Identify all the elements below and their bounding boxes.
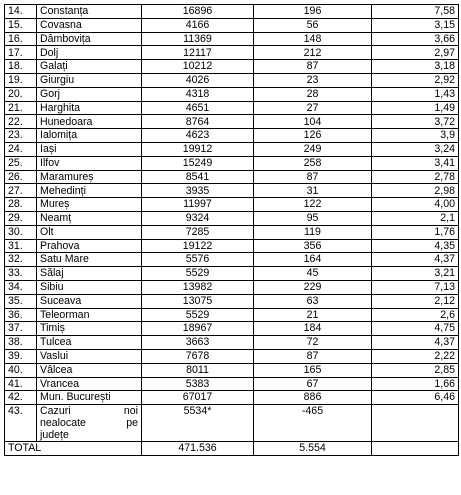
row-new-cases: 148 bbox=[254, 32, 372, 46]
row-cases: 5529 bbox=[142, 267, 254, 281]
table-row bbox=[5, 225, 459, 239]
row-new-cases: 258 bbox=[254, 156, 372, 170]
row-new-cases: 87 bbox=[254, 170, 372, 184]
row-county: Vâlcea bbox=[37, 363, 142, 377]
unallocated-word: județe bbox=[40, 429, 69, 442]
unallocated-word: noi bbox=[123, 405, 138, 418]
row-county: Giurgiu bbox=[37, 73, 142, 87]
row-number: 14. bbox=[5, 5, 37, 19]
table-row bbox=[5, 239, 459, 253]
row-cases: 8764 bbox=[142, 115, 254, 129]
row-county: Dâmbovița bbox=[37, 32, 142, 46]
row-number: 15. bbox=[5, 18, 37, 32]
table-row bbox=[5, 349, 459, 363]
row-county: Prahova bbox=[37, 239, 142, 253]
row-number: 36. bbox=[5, 308, 37, 322]
row-cases: 8541 bbox=[142, 170, 254, 184]
row-cases: 4026 bbox=[142, 73, 254, 87]
row-county bbox=[37, 405, 142, 442]
row-county: Constanța bbox=[37, 5, 142, 19]
table-row bbox=[5, 115, 459, 129]
row-cases: 16896 bbox=[142, 5, 254, 19]
table-row bbox=[5, 280, 459, 294]
row-number: 24. bbox=[5, 142, 37, 156]
row-number: 23. bbox=[5, 129, 37, 143]
row-county: Olt bbox=[37, 225, 142, 239]
row-county: Ialomița bbox=[37, 129, 142, 143]
row-number: 37. bbox=[5, 322, 37, 336]
row-new-cases: 87 bbox=[254, 60, 372, 74]
row-rate: 7,13 bbox=[372, 280, 459, 294]
row-number: 16. bbox=[5, 32, 37, 46]
table-row bbox=[5, 211, 459, 225]
row-rate: 2,85 bbox=[372, 363, 459, 377]
row-rate: 2,12 bbox=[372, 294, 459, 308]
table-row bbox=[5, 391, 459, 405]
row-number: 32. bbox=[5, 253, 37, 267]
row-county: Gorj bbox=[37, 87, 142, 101]
row-new-cases: 87 bbox=[254, 349, 372, 363]
row-number: 38. bbox=[5, 336, 37, 350]
row-county: Dolj bbox=[37, 46, 142, 60]
row-cases: 3663 bbox=[142, 336, 254, 350]
row-cases: 18967 bbox=[142, 322, 254, 336]
row-number: 29. bbox=[5, 211, 37, 225]
table-row bbox=[5, 142, 459, 156]
row-new-cases: 249 bbox=[254, 142, 372, 156]
table-row bbox=[5, 377, 459, 391]
table-row bbox=[5, 308, 459, 322]
row-county: Satu Mare bbox=[37, 253, 142, 267]
row-rate: 2,1 bbox=[372, 211, 459, 225]
row-rate: 1,66 bbox=[372, 377, 459, 391]
row-county: Suceava bbox=[37, 294, 142, 308]
row-cases: 5383 bbox=[142, 377, 254, 391]
table-row bbox=[5, 46, 459, 60]
row-number: 28. bbox=[5, 198, 37, 212]
row-rate: 4,00 bbox=[372, 198, 459, 212]
row-cases: 11369 bbox=[142, 32, 254, 46]
row-cases: 7285 bbox=[142, 225, 254, 239]
row-new-cases: 27 bbox=[254, 101, 372, 115]
total-rate bbox=[372, 442, 459, 456]
row-cases: 13075 bbox=[142, 294, 254, 308]
row-new-cases: 63 bbox=[254, 294, 372, 308]
row-cases: 4166 bbox=[142, 18, 254, 32]
row-new-cases: 21 bbox=[254, 308, 372, 322]
row-rate: 1,43 bbox=[372, 87, 459, 101]
row-county: Tulcea bbox=[37, 336, 142, 350]
row-number: 34. bbox=[5, 280, 37, 294]
row-cases: 7678 bbox=[142, 349, 254, 363]
table-row bbox=[5, 184, 459, 198]
row-number: 19. bbox=[5, 73, 37, 87]
row-county: Iași bbox=[37, 142, 142, 156]
row-cases: 5576 bbox=[142, 253, 254, 267]
table-row bbox=[5, 170, 459, 184]
table-row bbox=[5, 253, 459, 267]
row-cases: 19912 bbox=[142, 142, 254, 156]
row-number: 17. bbox=[5, 46, 37, 60]
row-rate: 2,98 bbox=[372, 184, 459, 198]
row-rate: 4,37 bbox=[372, 253, 459, 267]
row-rate: 3,72 bbox=[372, 115, 459, 129]
table-row-total bbox=[5, 442, 459, 456]
row-number: 18. bbox=[5, 60, 37, 74]
row-county: Neamț bbox=[37, 211, 142, 225]
row-new-cases: 67 bbox=[254, 377, 372, 391]
row-number: 41. bbox=[5, 377, 37, 391]
row-county: Teleorman bbox=[37, 308, 142, 322]
row-rate: 7,58 bbox=[372, 5, 459, 19]
unallocated-word: nealocate bbox=[40, 417, 86, 430]
row-rate: 1,76 bbox=[372, 225, 459, 239]
row-rate: 4,75 bbox=[372, 322, 459, 336]
row-new-cases: 184 bbox=[254, 322, 372, 336]
table-row bbox=[5, 267, 459, 281]
table-row bbox=[5, 87, 459, 101]
table-row bbox=[5, 5, 459, 19]
row-cases: 4651 bbox=[142, 101, 254, 115]
row-cases: 10212 bbox=[142, 60, 254, 74]
row-rate: 3,41 bbox=[372, 156, 459, 170]
row-county: Galați bbox=[37, 60, 142, 74]
row-cases: 11997 bbox=[142, 198, 254, 212]
row-rate: 2,97 bbox=[372, 46, 459, 60]
row-rate: 4,37 bbox=[372, 336, 459, 350]
total-label: TOTAL bbox=[5, 442, 142, 456]
row-rate: 3,66 bbox=[372, 32, 459, 46]
table-row bbox=[5, 60, 459, 74]
row-rate: 2,92 bbox=[372, 73, 459, 87]
table-row bbox=[5, 322, 459, 336]
row-new-cases: 56 bbox=[254, 18, 372, 32]
total-cases: 471.536 bbox=[142, 442, 254, 456]
row-number: 27. bbox=[5, 184, 37, 198]
table-body bbox=[5, 5, 459, 456]
row-number: 20. bbox=[5, 87, 37, 101]
row-new-cases: 31 bbox=[254, 184, 372, 198]
row-rate: 2,78 bbox=[372, 170, 459, 184]
row-number: 30. bbox=[5, 225, 37, 239]
table-row bbox=[5, 336, 459, 350]
table-row bbox=[5, 363, 459, 377]
row-rate: 3,24 bbox=[372, 142, 459, 156]
row-new-cases: 886 bbox=[254, 391, 372, 405]
row-county: Timiș bbox=[37, 322, 142, 336]
row-county: Vaslui bbox=[37, 349, 142, 363]
row-new-cases: 23 bbox=[254, 73, 372, 87]
row-cases: 67017 bbox=[142, 391, 254, 405]
row-number: 43. bbox=[5, 405, 37, 442]
table-row bbox=[5, 198, 459, 212]
row-number: 42. bbox=[5, 391, 37, 405]
row-number: 22. bbox=[5, 115, 37, 129]
row-county: Mehedinți bbox=[37, 184, 142, 198]
unallocated-word: pe bbox=[126, 417, 138, 430]
row-number: 33. bbox=[5, 267, 37, 281]
row-number: 26. bbox=[5, 170, 37, 184]
row-rate: 3,18 bbox=[372, 60, 459, 74]
total-new-cases: 5.554 bbox=[254, 442, 372, 456]
row-cases: 5529 bbox=[142, 308, 254, 322]
row-cases: 8011 bbox=[142, 363, 254, 377]
row-number: 40. bbox=[5, 363, 37, 377]
row-new-cases: 212 bbox=[254, 46, 372, 60]
county-cases-table bbox=[4, 4, 459, 456]
row-rate: 1,49 bbox=[372, 101, 459, 115]
row-cases: 4623 bbox=[142, 129, 254, 143]
row-new-cases: 119 bbox=[254, 225, 372, 239]
row-rate bbox=[372, 405, 459, 442]
row-county: Covasna bbox=[37, 18, 142, 32]
row-cases: 12117 bbox=[142, 46, 254, 60]
row-number: 31. bbox=[5, 239, 37, 253]
row-rate: 4,35 bbox=[372, 239, 459, 253]
table-row bbox=[5, 32, 459, 46]
row-rate: 2,6 bbox=[372, 308, 459, 322]
row-county: Hunedoara bbox=[37, 115, 142, 129]
row-new-cases: 164 bbox=[254, 253, 372, 267]
row-cases: 19122 bbox=[142, 239, 254, 253]
row-county: Mureș bbox=[37, 198, 142, 212]
row-cases: 4318 bbox=[142, 87, 254, 101]
row-new-cases: 196 bbox=[254, 5, 372, 19]
row-county: Sălaj bbox=[37, 267, 142, 281]
row-rate: 6,46 bbox=[372, 391, 459, 405]
row-new-cases: 95 bbox=[254, 211, 372, 225]
table-row bbox=[5, 294, 459, 308]
unallocated-word: Cazuri bbox=[40, 405, 71, 418]
row-cases: 15249 bbox=[142, 156, 254, 170]
row-county: Mun. București bbox=[37, 391, 142, 405]
row-number: 39. bbox=[5, 349, 37, 363]
row-number: 25. bbox=[5, 156, 37, 170]
row-cases: 3935 bbox=[142, 184, 254, 198]
row-county: Sibiu bbox=[37, 280, 142, 294]
row-county: Harghita bbox=[37, 101, 142, 115]
table-row-unallocated bbox=[5, 405, 459, 442]
row-new-cases: 72 bbox=[254, 336, 372, 350]
row-cases: 13982 bbox=[142, 280, 254, 294]
row-number: 21. bbox=[5, 101, 37, 115]
row-county: Maramureș bbox=[37, 170, 142, 184]
row-county: Vrancea bbox=[37, 377, 142, 391]
row-new-cases: 104 bbox=[254, 115, 372, 129]
table-row bbox=[5, 129, 459, 143]
row-new-cases: 45 bbox=[254, 267, 372, 281]
row-new-cases: 122 bbox=[254, 198, 372, 212]
table-row bbox=[5, 73, 459, 87]
row-county: Ilfov bbox=[37, 156, 142, 170]
table-row bbox=[5, 101, 459, 115]
row-new-cases: 28 bbox=[254, 87, 372, 101]
row-new-cases: 356 bbox=[254, 239, 372, 253]
row-rate: 2,22 bbox=[372, 349, 459, 363]
row-new-cases: 229 bbox=[254, 280, 372, 294]
row-number: 35. bbox=[5, 294, 37, 308]
row-cases: 9324 bbox=[142, 211, 254, 225]
row-rate: 3,9 bbox=[372, 129, 459, 143]
row-new-cases: -465 bbox=[254, 405, 372, 442]
row-rate: 3,21 bbox=[372, 267, 459, 281]
table-row bbox=[5, 156, 459, 170]
table-row bbox=[5, 18, 459, 32]
row-new-cases: 165 bbox=[254, 363, 372, 377]
row-cases: 5534* bbox=[142, 405, 254, 442]
row-rate: 3,15 bbox=[372, 18, 459, 32]
row-new-cases: 126 bbox=[254, 129, 372, 143]
